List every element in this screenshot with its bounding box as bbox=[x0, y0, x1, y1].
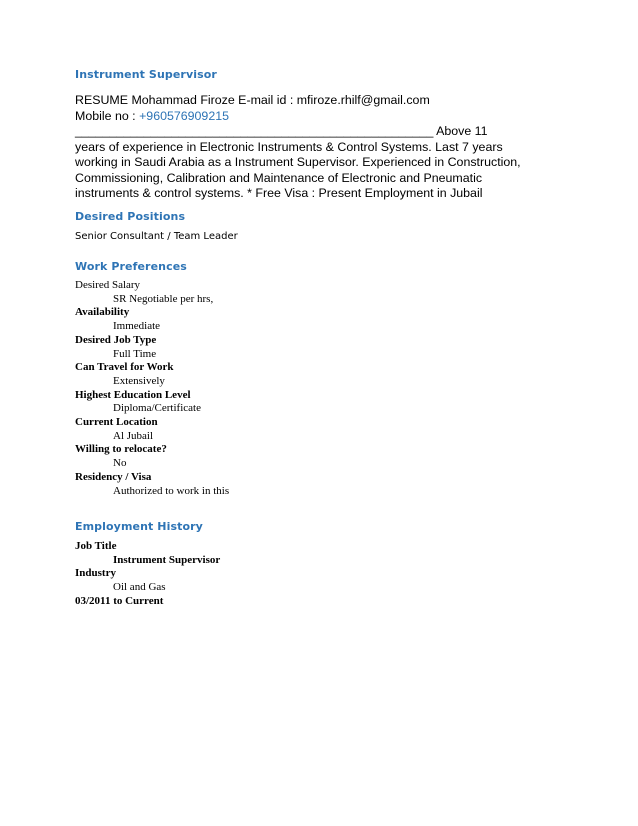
summary-line-rule bbox=[75, 124, 565, 140]
employment-history-list bbox=[75, 540, 220, 609]
industry-label: Industry bbox=[75, 567, 116, 580]
summary-line: Commissioning, Calibration and Maintenance of Electronic and Pneumatic bbox=[75, 170, 483, 185]
pref-label-travel: Can Travel for Work bbox=[75, 361, 174, 374]
summary-line: working in Saudi Arabia as a Instrument Supervisor. Experienced in Construction, bbox=[75, 155, 521, 169]
industry-value: Oil and Gas bbox=[113, 581, 166, 594]
pref-label-job-type: Desired Job Type bbox=[75, 333, 157, 346]
pref-label-salary: Desired Salary bbox=[75, 279, 141, 291]
pref-label-visa: Residency / Visa bbox=[75, 470, 152, 483]
mobile-label: Mobile no : bbox=[75, 108, 140, 123]
desired-positions-heading: Desired Positions bbox=[75, 210, 186, 223]
pref-label-availability: Availability bbox=[75, 306, 130, 319]
mobile-number: +960576909215 bbox=[139, 108, 229, 123]
pref-value-job-type: Full Time bbox=[113, 347, 157, 360]
rule-underscores: ____________________________________________________ bbox=[75, 124, 434, 138]
pref-value-education: Diploma/Certificate bbox=[113, 402, 201, 415]
work-preferences-list bbox=[75, 279, 229, 498]
pref-value-relocate: No bbox=[113, 457, 127, 470]
summary-line-mobile bbox=[75, 109, 565, 125]
pref-value-travel: Extensively bbox=[113, 374, 165, 387]
rule-tail: Above 11 bbox=[433, 124, 488, 138]
desired-positions-value: Senior Consultant / Team Leader bbox=[75, 231, 238, 242]
summary-line: instruments & control systems. * Free Visa : Present Employment in Jubail bbox=[75, 186, 483, 200]
pref-value-availability: Immediate bbox=[113, 320, 161, 333]
summary-block bbox=[75, 93, 565, 202]
employment-dates: 03/2011 to Current bbox=[75, 594, 164, 607]
job-title-label: Job Title bbox=[75, 540, 117, 552]
resume-page bbox=[75, 68, 565, 607]
pref-value-salary: SR Negotiable per hrs, bbox=[113, 292, 214, 305]
summary-line: RESUME Mohammad Firoze E-mail id : mfiroze.rhilf@gmail.com bbox=[75, 93, 430, 107]
page-title: Instrument Supervisor bbox=[75, 68, 217, 81]
employment-history-heading: Employment History bbox=[75, 520, 203, 533]
summary-line: years of experience in Electronic Instruments & Control Systems. Last 7 years bbox=[75, 139, 503, 154]
pref-label-relocate: Willing to relocate? bbox=[75, 443, 167, 456]
pref-value-visa: Authorized to work in this bbox=[113, 484, 230, 497]
work-preferences-heading: Work Preferences bbox=[75, 260, 187, 273]
pref-label-education: Highest Education Level bbox=[75, 388, 191, 401]
job-title-value: Instrument Supervisor bbox=[113, 553, 221, 566]
pref-label-location: Current Location bbox=[75, 416, 158, 429]
pref-value-location: Al Jubail bbox=[113, 429, 154, 442]
